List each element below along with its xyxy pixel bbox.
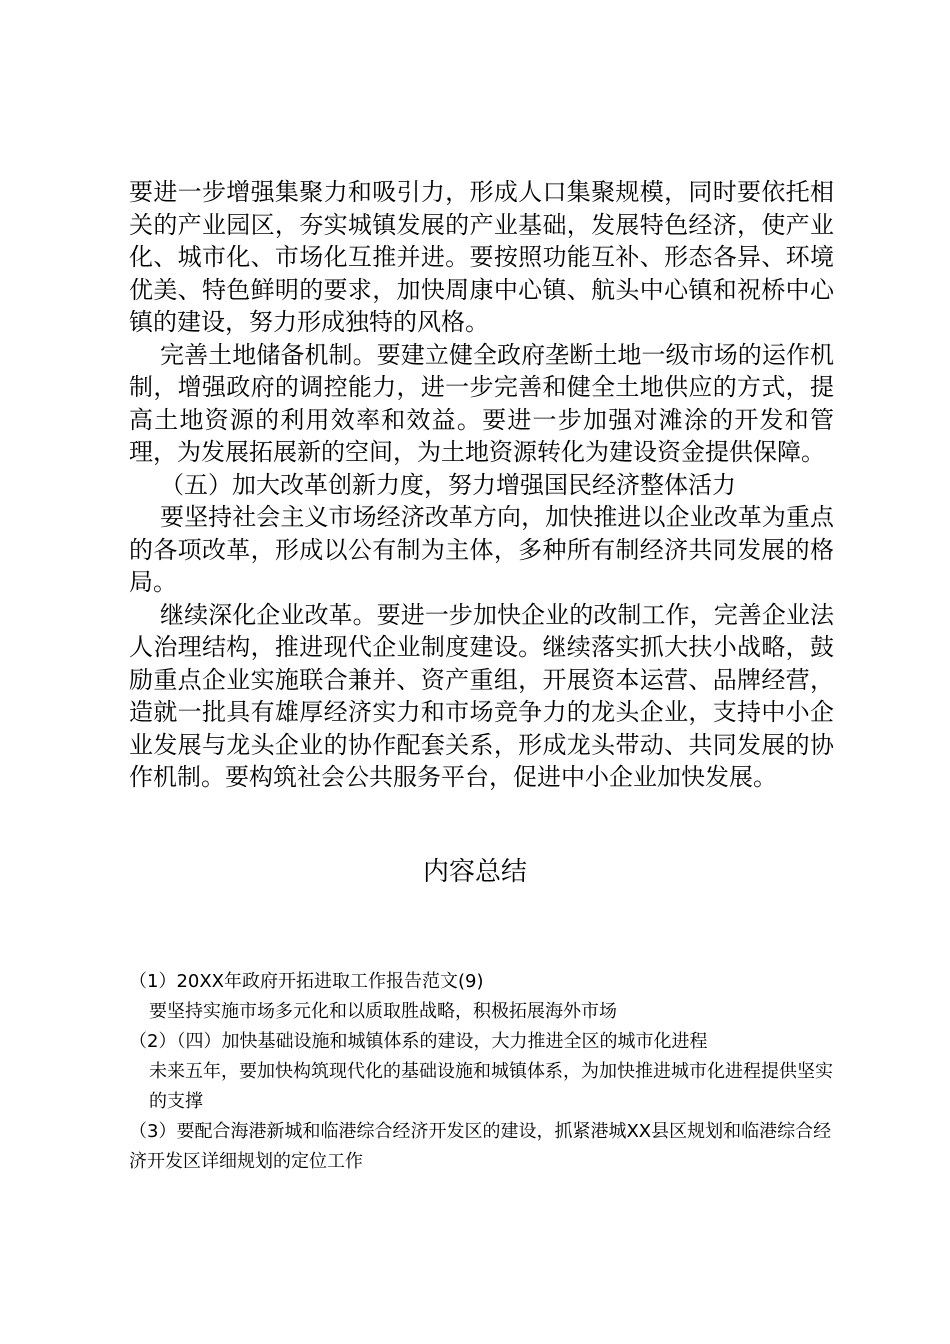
summary-item: （2）（四）加快基础设施和城镇体系的建设，大力推进全区的城市化进程 (129, 1031, 708, 1052)
summary-item: （3）要配合海港新城和临港综合经济开发区的建设，抓紧港城XX县区规划和临港综合经济开发区详细规划的定位工作 (129, 1121, 832, 1172)
paragraph-town-development: 要进一步增强集聚力和吸引力，形成人口集聚规模，同时要依托相关的产业园区，夯实城镇发展的产业基础，发展特色经济，使产业化、城市化、市场化互推并进。要按照功能互补、形态各异、环境优美、特色鲜明的要求，加快周康中心镇、航头中心镇和祝桥中心镇的建设，努力形成独特的风格。 (129, 178, 834, 336)
document-body (129, 176, 834, 794)
paragraph-enterprise-reform: 继续深化企业改革。要进一步加快企业的改制工作，完善企业法人治理结构，推进现代企业制度建设。继续落实抓大扶小战略，鼓励重点企业实施联合兼并、资产重组，开展资本运营、品牌经营，造就一批具有雄厚经济实力和市场竞争力的龙头企业，支持中小企业发展与龙头企业的协作配套关系，形成龙头带动、共同发展的协作机制。要构筑社会公共服务平台，促进中小企业加快发展。 (129, 600, 834, 791)
summary-item: 要坚持实施市场多元化和以质取胜战略，积极拓展海外市场 (149, 1001, 617, 1022)
summary-title: 内容总结 (422, 857, 527, 887)
summary-item: 未来五年，要加快构筑现代化的基础设施和城镇体系，为加快推进城市化进程提供坚实的支撑 (149, 1061, 833, 1112)
section-heading-reform: （五）加大改革创新力度，努力增强国民经济整体活力 (160, 470, 736, 499)
summary-list (129, 967, 839, 1177)
paragraph-market-reform: 要坚持社会主义市场经济改革方向，加快推进以企业改革为重点的各项改革，形成以公有制为主体，多种所有制经济共同发展的格局。 (129, 503, 834, 596)
paragraph-land-reserve: 完善土地储备机制。要建立健全政府垄断土地一级市场的运作机制，增强政府的调控能力，进一步完善和健全土地供应的方式，提高土地资源的利用效率和效益。要进一步加强对滩涂的开发和管理，为发展拓展新的空间，为土地资源转化为建设资金提供保障。 (129, 340, 834, 466)
summary-item: （1）20XX年政府开拓进取工作报告范文(9) (129, 971, 484, 992)
